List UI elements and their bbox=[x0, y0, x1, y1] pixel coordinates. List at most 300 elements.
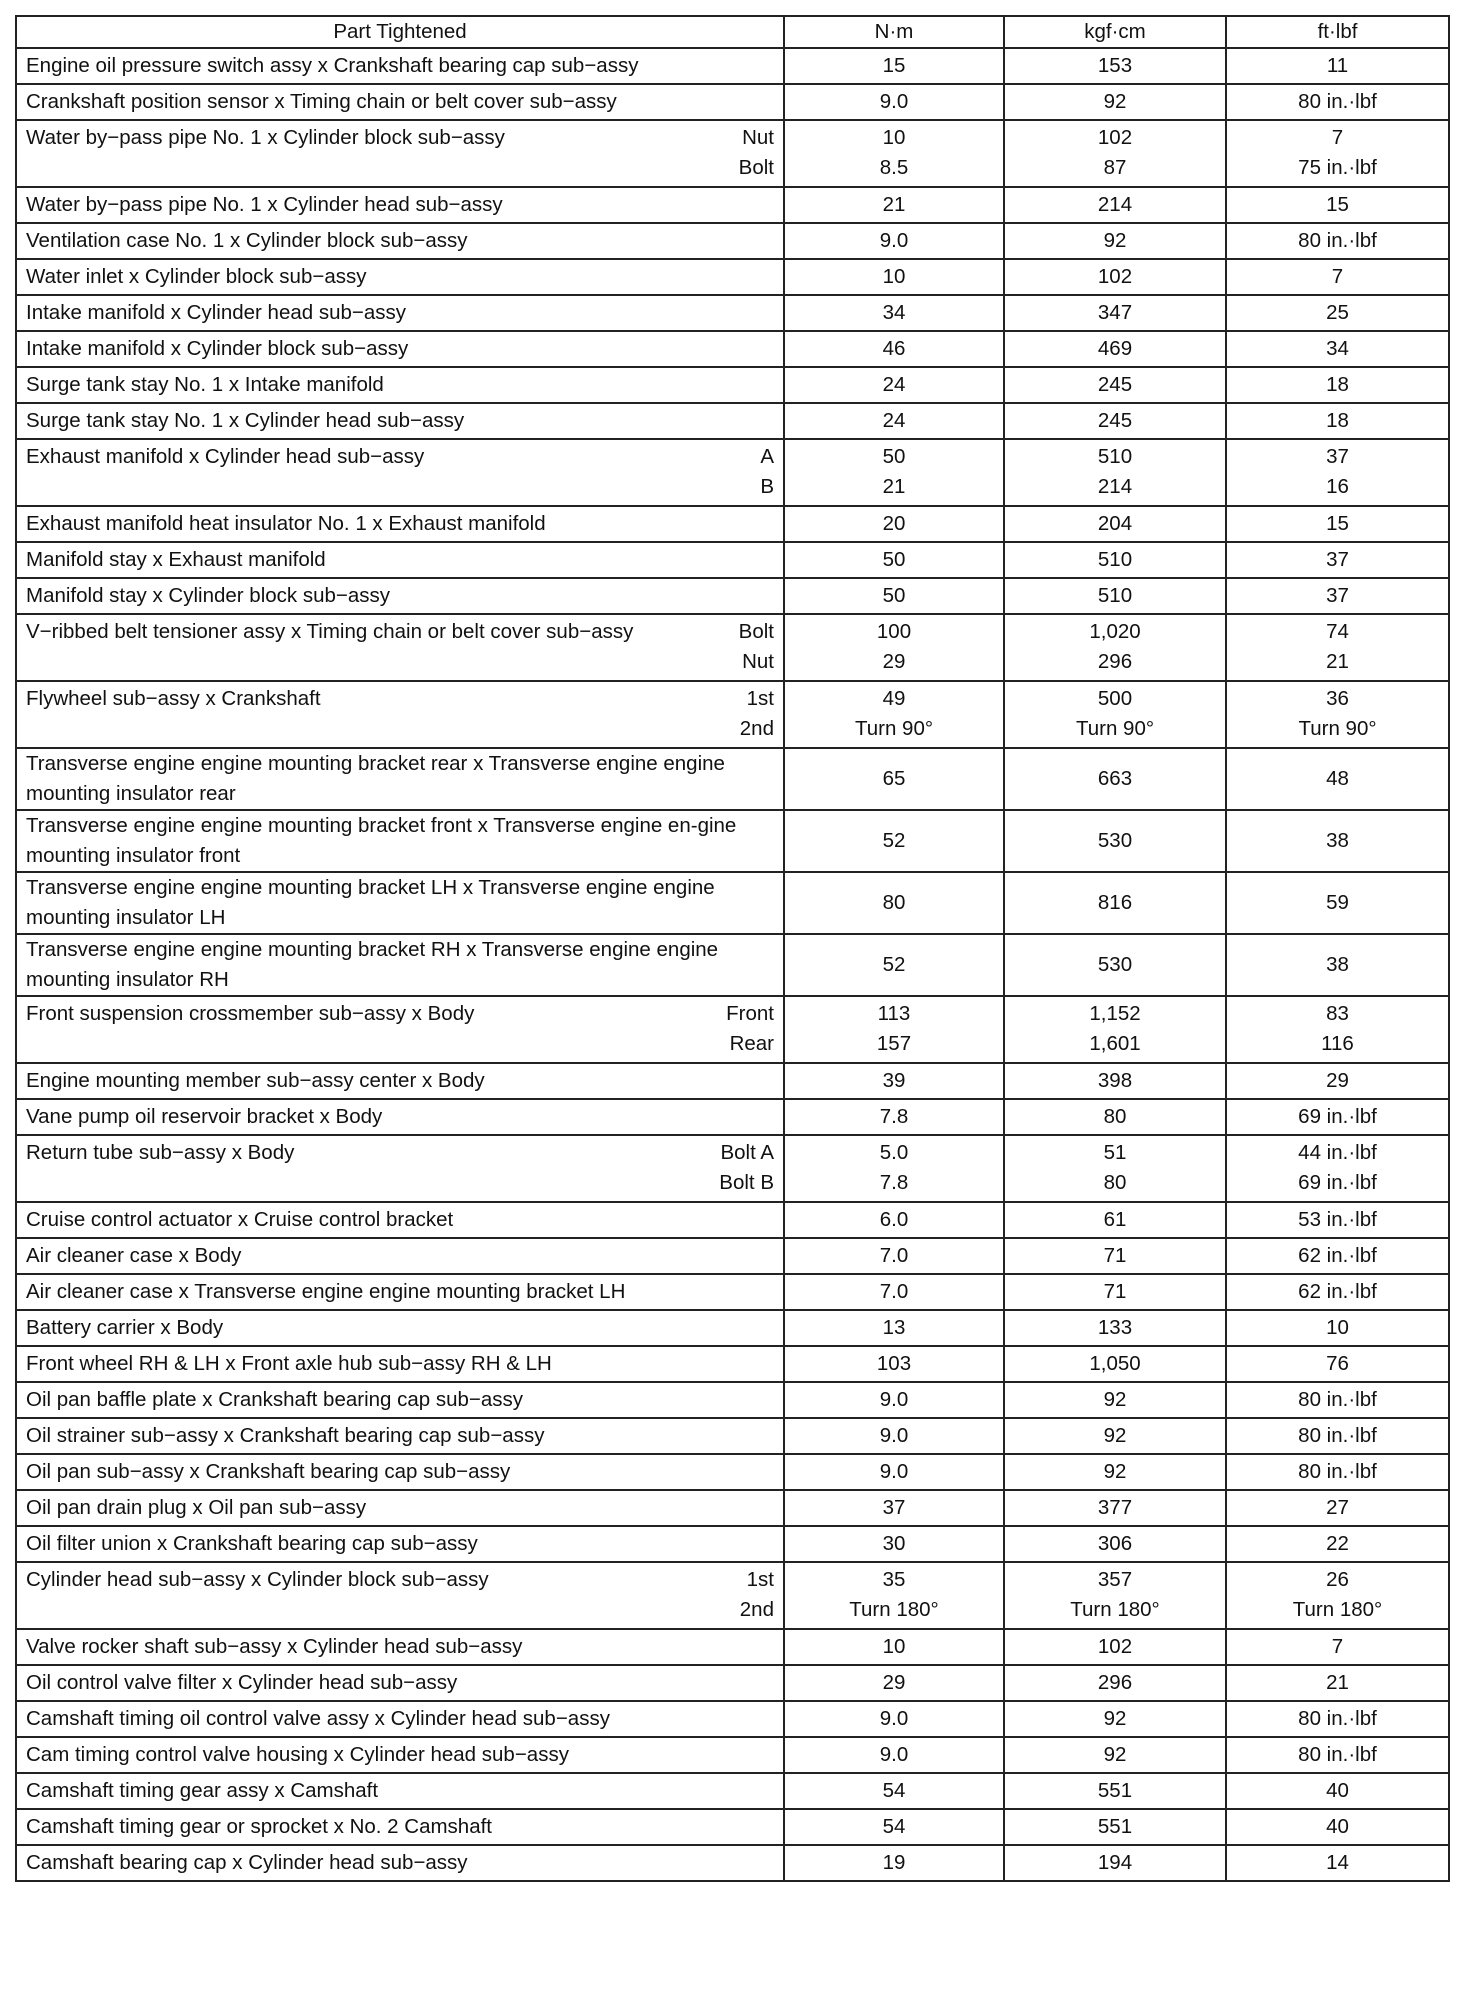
kgf-cm-value: 214 bbox=[1097, 193, 1133, 216]
table-row bbox=[16, 1238, 1449, 1274]
nm-cell bbox=[784, 506, 1004, 542]
part-cell bbox=[16, 48, 784, 84]
ft-lbf-value: 37 bbox=[1326, 548, 1349, 571]
kgf-cm-cell bbox=[1004, 403, 1226, 439]
table-row bbox=[16, 1526, 1449, 1562]
part-cell-content bbox=[26, 1776, 774, 1806]
ft-lbf-value: 15 bbox=[1326, 512, 1349, 535]
part-cell-content bbox=[26, 1313, 774, 1343]
kgf-cm-cell bbox=[1004, 259, 1226, 295]
ft-lbf-cell bbox=[1226, 223, 1449, 259]
ft-lbf-value: 80 in.·lbf bbox=[1298, 1388, 1377, 1411]
part-name: Manifold stay x Cylinder block sub−assy bbox=[26, 584, 391, 607]
part-cell bbox=[16, 120, 784, 187]
nm-cell bbox=[784, 1238, 1004, 1274]
kgf-cm-value: 92 bbox=[1103, 1388, 1127, 1411]
part-cell bbox=[16, 1382, 784, 1418]
nm-value: 54 bbox=[882, 1815, 906, 1838]
ft-lbf-cell-values bbox=[1236, 1138, 1439, 1198]
ft-lbf-cell-values bbox=[1236, 1776, 1439, 1806]
part-name: Valve rocker shaft sub−assy x Cylinder head sub−assy bbox=[26, 1635, 523, 1658]
part-name: Manifold stay x Exhaust manifold bbox=[26, 548, 326, 571]
nm-cell-values bbox=[794, 888, 994, 918]
kgf-cm-cell bbox=[1004, 1629, 1226, 1665]
nm-cell bbox=[784, 681, 1004, 748]
nm-value: 29 bbox=[882, 650, 906, 673]
table-row bbox=[16, 1382, 1449, 1418]
kgf-cm-cell bbox=[1004, 1773, 1226, 1809]
table-row bbox=[16, 1737, 1449, 1773]
sub-labels bbox=[730, 684, 774, 744]
part-cell-content bbox=[26, 298, 774, 328]
kgf-cm-value: 245 bbox=[1097, 373, 1133, 396]
kgf-cm-cell-values bbox=[1014, 262, 1216, 292]
nm-cell bbox=[784, 578, 1004, 614]
kgf-cm-value: 377 bbox=[1097, 1496, 1133, 1519]
nm-cell-values bbox=[794, 684, 994, 744]
nm-cell bbox=[784, 403, 1004, 439]
ft-lbf-cell-values bbox=[1236, 999, 1439, 1059]
kgf-cm-cell-values bbox=[1014, 123, 1216, 183]
kgf-cm-value: 61 bbox=[1103, 1208, 1127, 1231]
ft-lbf-value: 26 bbox=[1326, 1568, 1349, 1591]
ft-lbf-cell-values bbox=[1236, 826, 1439, 856]
kgf-cm-value: Turn 180° bbox=[1070, 1598, 1160, 1621]
part-cell-content bbox=[26, 51, 774, 81]
nm-cell-values bbox=[794, 1205, 994, 1235]
part-name: Intake manifold x Cylinder head sub−assy bbox=[26, 301, 407, 324]
kgf-cm-cell-values bbox=[1014, 442, 1216, 502]
kgf-cm-value: 398 bbox=[1097, 1069, 1133, 1092]
ft-lbf-cell bbox=[1226, 1845, 1449, 1881]
nm-cell bbox=[784, 1845, 1004, 1881]
kgf-cm-value: 204 bbox=[1097, 512, 1133, 535]
ft-lbf-cell bbox=[1226, 1454, 1449, 1490]
kgf-cm-cell-values bbox=[1014, 1493, 1216, 1523]
part-name: Exhaust manifold heat insulator No. 1 x Exhaust manifold bbox=[26, 512, 546, 535]
nm-value: 7.8 bbox=[879, 1105, 909, 1128]
ft-lbf-value: Turn 90° bbox=[1298, 717, 1377, 740]
nm-value: 15 bbox=[882, 54, 906, 77]
kgf-cm-cell-values bbox=[1014, 1848, 1216, 1878]
ft-lbf-value: 7 bbox=[1331, 1635, 1344, 1658]
kgf-cm-cell bbox=[1004, 542, 1226, 578]
sub-label: 2nd bbox=[739, 717, 774, 740]
part-name: Battery carrier x Body bbox=[26, 1316, 224, 1339]
kgf-cm-cell-values bbox=[1014, 1102, 1216, 1132]
nm-cell-values bbox=[794, 1313, 994, 1343]
ft-lbf-cell-values bbox=[1236, 334, 1439, 364]
part-name: Intake manifold x Cylinder block sub−assy bbox=[26, 337, 409, 360]
nm-cell-values bbox=[794, 1704, 994, 1734]
nm-cell-values bbox=[794, 764, 994, 794]
nm-cell bbox=[784, 1310, 1004, 1346]
ft-lbf-value: 80 in.·lbf bbox=[1298, 1424, 1377, 1447]
ft-lbf-cell-values bbox=[1236, 1529, 1439, 1559]
part-name: Air cleaner case x Body bbox=[26, 1244, 242, 1267]
part-name: Exhaust manifold x Cylinder head sub−assy bbox=[26, 445, 425, 468]
sub-label: 1st bbox=[746, 1568, 774, 1591]
nm-cell-values bbox=[794, 1565, 994, 1625]
nm-value: 37 bbox=[882, 1496, 906, 1519]
nm-cell bbox=[784, 1202, 1004, 1238]
part-name: Front suspension crossmember sub−assy x Body bbox=[26, 1002, 475, 1025]
part-cell bbox=[16, 1629, 784, 1665]
nm-value: 49 bbox=[882, 687, 906, 710]
header-kgf-cm: kgf·cm bbox=[1004, 16, 1226, 48]
ft-lbf-cell bbox=[1226, 403, 1449, 439]
nm-cell-values bbox=[794, 87, 994, 117]
kgf-cm-value: 214 bbox=[1097, 475, 1133, 498]
part-cell-content bbox=[26, 617, 774, 677]
kgf-cm-cell bbox=[1004, 1737, 1226, 1773]
ft-lbf-cell bbox=[1226, 1701, 1449, 1737]
nm-value: 9.0 bbox=[879, 90, 909, 113]
nm-value: 24 bbox=[882, 373, 906, 396]
part-cell bbox=[16, 1737, 784, 1773]
ft-lbf-value: 29 bbox=[1326, 1069, 1349, 1092]
nm-value: 103 bbox=[876, 1352, 912, 1375]
ft-lbf-cell bbox=[1226, 681, 1449, 748]
nm-cell bbox=[784, 996, 1004, 1063]
part-cell-content bbox=[26, 1421, 774, 1451]
ft-lbf-cell-values bbox=[1236, 1565, 1439, 1625]
ft-lbf-cell bbox=[1226, 1135, 1449, 1202]
kgf-cm-value: Turn 90° bbox=[1075, 717, 1155, 740]
table-row bbox=[16, 506, 1449, 542]
part-name: Transverse engine engine mounting bracket rear x Transverse engine engine mounting insulator rear bbox=[26, 752, 725, 805]
part-cell bbox=[16, 367, 784, 403]
part-cell bbox=[16, 403, 784, 439]
ft-lbf-value: 21 bbox=[1326, 1671, 1349, 1694]
ft-lbf-cell-values bbox=[1236, 1205, 1439, 1235]
ft-lbf-cell bbox=[1226, 1274, 1449, 1310]
ft-lbf-cell-values bbox=[1236, 1457, 1439, 1487]
table-row bbox=[16, 1454, 1449, 1490]
nm-value: Turn 180° bbox=[849, 1598, 939, 1621]
kgf-cm-cell bbox=[1004, 439, 1226, 506]
kgf-cm-cell-values bbox=[1014, 1529, 1216, 1559]
kgf-cm-value: 510 bbox=[1097, 445, 1133, 468]
kgf-cm-cell-values bbox=[1014, 950, 1216, 980]
kgf-cm-value: 133 bbox=[1097, 1316, 1133, 1339]
part-cell bbox=[16, 748, 784, 810]
ft-lbf-value: 53 in.·lbf bbox=[1298, 1208, 1377, 1231]
nm-cell bbox=[784, 810, 1004, 872]
nm-value: 50 bbox=[882, 584, 906, 607]
part-cell bbox=[16, 1665, 784, 1701]
ft-lbf-value: 44 in.·lbf bbox=[1298, 1141, 1377, 1164]
table-row bbox=[16, 1773, 1449, 1809]
nm-value: 54 bbox=[882, 1779, 906, 1802]
nm-cell-values bbox=[794, 190, 994, 220]
table-row bbox=[16, 84, 1449, 120]
nm-value: 20 bbox=[882, 512, 906, 535]
ft-lbf-value: 14 bbox=[1326, 1851, 1349, 1874]
part-cell bbox=[16, 542, 784, 578]
nm-cell-values bbox=[794, 1632, 994, 1662]
kgf-cm-value: 153 bbox=[1097, 54, 1133, 77]
part-name: Cam timing control valve housing x Cylinder head sub−assy bbox=[26, 1743, 569, 1766]
kgf-cm-cell-values bbox=[1014, 1565, 1216, 1625]
kgf-cm-value: 102 bbox=[1097, 126, 1133, 149]
nm-value: 21 bbox=[882, 193, 906, 216]
kgf-cm-cell bbox=[1004, 187, 1226, 223]
nm-cell-values bbox=[794, 581, 994, 611]
kgf-cm-value: 347 bbox=[1097, 301, 1133, 324]
nm-cell-values bbox=[794, 617, 994, 677]
kgf-cm-value: 306 bbox=[1097, 1532, 1133, 1555]
part-cell-content bbox=[26, 581, 774, 611]
table-row bbox=[16, 1310, 1449, 1346]
nm-cell bbox=[784, 1418, 1004, 1454]
nm-value: 30 bbox=[882, 1532, 906, 1555]
part-cell-content bbox=[26, 226, 774, 256]
nm-cell-values bbox=[794, 1138, 994, 1198]
kgf-cm-cell-values bbox=[1014, 581, 1216, 611]
kgf-cm-cell-values bbox=[1014, 1776, 1216, 1806]
part-name: Oil pan baffle plate x Crankshaft bearing cap sub−assy bbox=[26, 1388, 524, 1411]
nm-value: 9.0 bbox=[879, 1424, 909, 1447]
part-cell bbox=[16, 1701, 784, 1737]
ft-lbf-value: 38 bbox=[1326, 953, 1349, 976]
ft-lbf-cell-values bbox=[1236, 1848, 1439, 1878]
ft-lbf-value: 10 bbox=[1326, 1316, 1349, 1339]
nm-value: 100 bbox=[876, 620, 912, 643]
sub-labels bbox=[729, 123, 774, 183]
nm-value: 157 bbox=[876, 1032, 912, 1055]
ft-lbf-cell-values bbox=[1236, 1668, 1439, 1698]
table-row bbox=[16, 331, 1449, 367]
table-row bbox=[16, 1135, 1449, 1202]
kgf-cm-cell-values bbox=[1014, 888, 1216, 918]
ft-lbf-cell bbox=[1226, 1526, 1449, 1562]
kgf-cm-cell bbox=[1004, 1382, 1226, 1418]
nm-cell bbox=[784, 1701, 1004, 1737]
ft-lbf-cell bbox=[1226, 1099, 1449, 1135]
ft-lbf-value: 69 in.·lbf bbox=[1298, 1105, 1377, 1128]
ft-lbf-cell bbox=[1226, 295, 1449, 331]
ft-lbf-value: 40 bbox=[1326, 1779, 1349, 1802]
nm-cell-values bbox=[794, 1349, 994, 1379]
part-name: Camshaft timing gear or sprocket x No. 2 Camshaft bbox=[26, 1815, 492, 1838]
kgf-cm-value: 102 bbox=[1097, 265, 1133, 288]
part-cell bbox=[16, 1773, 784, 1809]
kgf-cm-value: 1,601 bbox=[1089, 1032, 1141, 1055]
nm-cell bbox=[784, 1809, 1004, 1845]
nm-value: 7.0 bbox=[879, 1280, 909, 1303]
ft-lbf-value: 48 bbox=[1326, 767, 1349, 790]
nm-value: 13 bbox=[882, 1316, 906, 1339]
part-name: Camshaft timing oil control valve assy x Cylinder head sub−assy bbox=[26, 1707, 610, 1730]
kgf-cm-cell bbox=[1004, 223, 1226, 259]
kgf-cm-cell bbox=[1004, 1346, 1226, 1382]
ft-lbf-value: 69 in.·lbf bbox=[1298, 1171, 1377, 1194]
kgf-cm-value: 80 bbox=[1103, 1171, 1127, 1194]
kgf-cm-cell-values bbox=[1014, 190, 1216, 220]
kgf-cm-value: 1,050 bbox=[1089, 1352, 1141, 1375]
part-cell bbox=[16, 578, 784, 614]
kgf-cm-cell-values bbox=[1014, 617, 1216, 677]
part-cell-content bbox=[26, 1848, 774, 1878]
kgf-cm-value: 469 bbox=[1097, 337, 1133, 360]
kgf-cm-cell-values bbox=[1014, 764, 1216, 794]
nm-cell-values bbox=[794, 334, 994, 364]
kgf-cm-cell bbox=[1004, 1202, 1226, 1238]
sub-label: Front bbox=[726, 1002, 774, 1025]
kgf-cm-cell-values bbox=[1014, 1138, 1216, 1198]
part-name: Oil pan drain plug x Oil pan sub−assy bbox=[26, 1496, 367, 1519]
ft-lbf-value: 80 in.·lbf bbox=[1298, 1743, 1377, 1766]
part-cell bbox=[16, 1202, 784, 1238]
ft-lbf-value: 21 bbox=[1326, 650, 1349, 673]
kgf-cm-cell-values bbox=[1014, 370, 1216, 400]
ft-lbf-cell bbox=[1226, 1063, 1449, 1099]
ft-lbf-cell bbox=[1226, 48, 1449, 84]
kgf-cm-cell bbox=[1004, 934, 1226, 996]
ft-lbf-cell bbox=[1226, 1665, 1449, 1701]
header-ft-lbf: ft·lbf bbox=[1226, 16, 1449, 48]
nm-value: 5.0 bbox=[879, 1141, 909, 1164]
nm-cell-values bbox=[794, 406, 994, 436]
kgf-cm-value: 296 bbox=[1097, 650, 1133, 673]
table-row bbox=[16, 403, 1449, 439]
kgf-cm-cell bbox=[1004, 996, 1226, 1063]
kgf-cm-cell bbox=[1004, 48, 1226, 84]
kgf-cm-value: 530 bbox=[1097, 953, 1133, 976]
sub-label: Bolt bbox=[738, 156, 774, 179]
nm-value: 34 bbox=[882, 301, 906, 324]
part-cell-content bbox=[26, 1529, 774, 1559]
kgf-cm-cell bbox=[1004, 578, 1226, 614]
kgf-cm-cell bbox=[1004, 295, 1226, 331]
kgf-cm-cell-values bbox=[1014, 1313, 1216, 1343]
part-cell-content bbox=[26, 1632, 774, 1662]
sub-label: Bolt B bbox=[719, 1171, 774, 1194]
table-row bbox=[16, 1665, 1449, 1701]
part-name: Oil filter union x Crankshaft bearing cap sub−assy bbox=[26, 1532, 478, 1555]
header-part-tightened: Part Tightened bbox=[16, 16, 784, 48]
kgf-cm-value: 71 bbox=[1103, 1280, 1127, 1303]
ft-lbf-cell-values bbox=[1236, 1704, 1439, 1734]
part-cell-content bbox=[26, 873, 774, 933]
kgf-cm-cell-values bbox=[1014, 1385, 1216, 1415]
sub-labels bbox=[750, 442, 774, 502]
ft-lbf-cell bbox=[1226, 578, 1449, 614]
ft-lbf-value: 27 bbox=[1326, 1496, 1349, 1519]
nm-cell bbox=[784, 934, 1004, 996]
kgf-cm-cell-values bbox=[1014, 1668, 1216, 1698]
ft-lbf-value: 75 in.·lbf bbox=[1298, 156, 1377, 179]
part-cell bbox=[16, 872, 784, 934]
kgf-cm-cell-values bbox=[1014, 226, 1216, 256]
ft-lbf-value: 76 bbox=[1326, 1352, 1349, 1375]
nm-cell-values bbox=[794, 262, 994, 292]
part-cell bbox=[16, 1809, 784, 1845]
table-row bbox=[16, 120, 1449, 187]
kgf-cm-cell-values bbox=[1014, 406, 1216, 436]
part-cell-content bbox=[26, 749, 774, 809]
kgf-cm-value: 80 bbox=[1103, 1105, 1127, 1128]
nm-cell-values bbox=[794, 826, 994, 856]
ft-lbf-cell bbox=[1226, 120, 1449, 187]
part-cell-content bbox=[26, 334, 774, 364]
ft-lbf-cell bbox=[1226, 1310, 1449, 1346]
nm-cell bbox=[784, 1274, 1004, 1310]
part-cell bbox=[16, 996, 784, 1063]
part-cell-content bbox=[26, 1493, 774, 1523]
ft-lbf-cell-values bbox=[1236, 51, 1439, 81]
ft-lbf-cell bbox=[1226, 542, 1449, 578]
kgf-cm-cell-values bbox=[1014, 1457, 1216, 1487]
sub-labels bbox=[730, 1565, 774, 1625]
header-row bbox=[16, 16, 1449, 48]
ft-lbf-cell bbox=[1226, 367, 1449, 403]
part-cell bbox=[16, 223, 784, 259]
part-name: Engine mounting member sub−assy center x Body bbox=[26, 1069, 485, 1092]
table-row bbox=[16, 439, 1449, 506]
part-name: Camshaft bearing cap x Cylinder head sub−assy bbox=[26, 1851, 468, 1874]
table-row bbox=[16, 259, 1449, 295]
ft-lbf-cell bbox=[1226, 259, 1449, 295]
ft-lbf-cell bbox=[1226, 84, 1449, 120]
kgf-cm-cell bbox=[1004, 331, 1226, 367]
part-cell-content bbox=[26, 684, 774, 744]
kgf-cm-cell bbox=[1004, 506, 1226, 542]
nm-value: 9.0 bbox=[879, 1460, 909, 1483]
part-cell bbox=[16, 1454, 784, 1490]
table-row bbox=[16, 1490, 1449, 1526]
table-row bbox=[16, 223, 1449, 259]
ft-lbf-cell-values bbox=[1236, 298, 1439, 328]
nm-cell bbox=[784, 223, 1004, 259]
ft-lbf-cell-values bbox=[1236, 1740, 1439, 1770]
table-row bbox=[16, 187, 1449, 223]
part-name: Transverse engine engine mounting bracket RH x Transverse engine engine mounting insulator RH bbox=[26, 938, 719, 991]
kgf-cm-cell bbox=[1004, 1310, 1226, 1346]
ft-lbf-cell-values bbox=[1236, 1385, 1439, 1415]
nm-cell bbox=[784, 1526, 1004, 1562]
kgf-cm-cell bbox=[1004, 1490, 1226, 1526]
nm-cell bbox=[784, 1063, 1004, 1099]
kgf-cm-cell bbox=[1004, 614, 1226, 681]
nm-cell bbox=[784, 1773, 1004, 1809]
kgf-cm-value: 245 bbox=[1097, 409, 1133, 432]
part-cell bbox=[16, 1526, 784, 1562]
kgf-cm-value: 102 bbox=[1097, 1635, 1133, 1658]
part-name: Surge tank stay No. 1 x Intake manifold bbox=[26, 373, 384, 396]
ft-lbf-cell-values bbox=[1236, 509, 1439, 539]
sub-label: A bbox=[760, 445, 774, 468]
nm-cell bbox=[784, 1737, 1004, 1773]
table-row bbox=[16, 934, 1449, 996]
nm-cell bbox=[784, 259, 1004, 295]
ft-lbf-cell-values bbox=[1236, 406, 1439, 436]
part-cell-content bbox=[26, 1457, 774, 1487]
kgf-cm-value: 1,020 bbox=[1089, 620, 1141, 643]
kgf-cm-value: 92 bbox=[1103, 90, 1127, 113]
ft-lbf-cell bbox=[1226, 1562, 1449, 1629]
ft-lbf-value: 36 bbox=[1326, 687, 1349, 710]
kgf-cm-cell-values bbox=[1014, 1812, 1216, 1842]
nm-cell bbox=[784, 1629, 1004, 1665]
kgf-cm-cell bbox=[1004, 748, 1226, 810]
nm-cell bbox=[784, 1454, 1004, 1490]
sub-label: Nut bbox=[742, 650, 774, 673]
ft-lbf-value: 34 bbox=[1326, 337, 1349, 360]
table-row bbox=[16, 578, 1449, 614]
part-name: Camshaft timing gear assy x Camshaft bbox=[26, 1779, 379, 1802]
